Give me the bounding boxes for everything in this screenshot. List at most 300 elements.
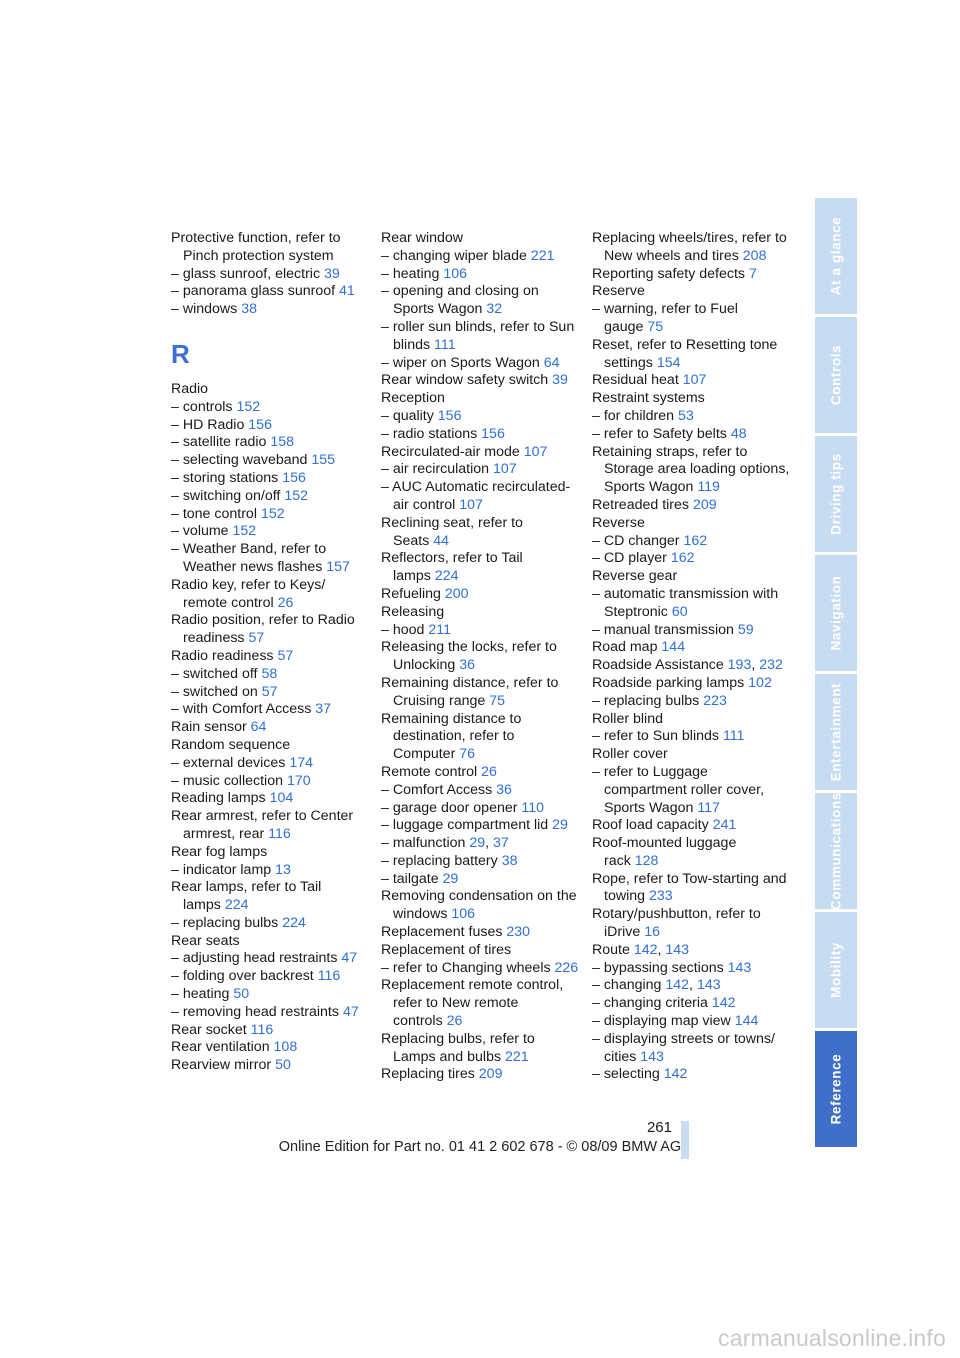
page-reference-link[interactable]: 37 — [315, 701, 332, 718]
page-reference-link[interactable]: 57 — [277, 647, 294, 664]
index-entry — [381, 853, 581, 871]
page-reference-link[interactable]: 221 — [530, 247, 555, 264]
index-entry — [171, 648, 371, 666]
index-entry — [592, 817, 792, 835]
index-entry-text: – Comfort Access — [381, 781, 493, 798]
watermark: carmanualsonline.info — [718, 1325, 946, 1351]
index-entry-text: – switched off — [171, 665, 258, 682]
page-reference-link[interactable]: 157 — [326, 558, 350, 575]
index-entry — [381, 248, 581, 266]
page-reference-link[interactable]: 142 — [663, 1066, 688, 1083]
index-entry — [381, 764, 581, 782]
page-reference-link[interactable]: 75 — [647, 318, 664, 335]
index-entry — [381, 479, 581, 515]
page-reference-link[interactable]: 38 — [241, 301, 257, 318]
index-entry-text: – refer to Luggage compartment roller cover, Sports Wagon — [592, 763, 765, 816]
index-entry — [171, 986, 371, 1004]
index-entry-text: Rear socket — [171, 1021, 247, 1038]
index-entry-text: – heating — [171, 986, 230, 1003]
index-entry — [171, 915, 371, 933]
page-reference-link[interactable]: 106 — [451, 906, 476, 923]
index-entry-text: – warning, refer to Fuel gauge — [592, 301, 738, 335]
index-entry-text: Rear seats — [171, 932, 240, 949]
page-reference-link[interactable]: 232 — [759, 657, 783, 674]
index-entry — [171, 790, 371, 808]
page-reference-link[interactable]: 111 — [722, 728, 745, 745]
index-entry — [171, 434, 371, 452]
index-entry — [381, 444, 581, 462]
page-reference-link[interactable]: 76 — [459, 746, 476, 763]
page-reference-link[interactable]: 152 — [236, 398, 261, 415]
index-entry — [171, 301, 371, 319]
index-entry-text: Restraint systems — [592, 390, 705, 407]
page-reference-link[interactable]: 50 — [233, 986, 250, 1003]
page-reference-link[interactable]: 64 — [250, 719, 267, 736]
index-letter-heading: R — [171, 338, 190, 369]
page-reference-link[interactable]: 111 — [434, 336, 456, 353]
chapter-tabs — [815, 198, 857, 1150]
index-entry — [171, 1039, 371, 1057]
page-reference-link[interactable]: 162 — [670, 550, 695, 567]
page-reference-link[interactable]: 104 — [269, 790, 294, 807]
index-entry-text: Reception — [381, 390, 445, 407]
page-reference-link[interactable]: 13 — [275, 861, 291, 878]
page-reference-link[interactable]: 144 — [734, 1013, 759, 1030]
page-reference-link[interactable]: 154 — [656, 354, 681, 371]
page-reference-link[interactable]: 119 — [697, 479, 720, 496]
index-entry — [592, 622, 792, 640]
index-entry — [171, 933, 371, 951]
index-entry-text: – hood — [381, 621, 425, 638]
page-reference-link[interactable]: 116 — [250, 1021, 274, 1038]
index-entry — [381, 888, 581, 924]
index-entry — [171, 968, 371, 986]
index-entry — [171, 266, 371, 284]
index-entry — [171, 399, 371, 417]
index-entry-text: – tailgate — [381, 870, 439, 887]
index-entry — [381, 461, 581, 479]
index-entry — [592, 266, 792, 284]
index-entry-text: Replacing tires — [381, 1066, 475, 1083]
index-entry — [592, 444, 792, 497]
index-entry-text: Radio readiness — [171, 647, 274, 664]
index-entry — [171, 879, 371, 915]
chapter-tab-driving-tips[interactable] — [815, 436, 857, 555]
index-entry — [592, 728, 792, 746]
page-reference-link[interactable]: 116 — [268, 825, 291, 842]
page-reference-link[interactable]: 59 — [737, 621, 754, 638]
index-entry-text: Reserve — [592, 283, 645, 300]
index-entry-text: Reading lamps — [171, 790, 266, 807]
index-entry-text: Radio position, refer to Radio readiness — [171, 612, 355, 647]
index-entry-text: – CD player — [592, 550, 667, 567]
page-reference-link[interactable]: 32 — [486, 301, 503, 318]
chapter-tab-mobility[interactable] — [815, 912, 857, 1031]
index-entry-text: – manual transmission — [592, 621, 734, 638]
page-reference-link[interactable]: 143 — [640, 1048, 664, 1065]
index-entry-text: – bypassing sections — [592, 959, 724, 976]
index-entry — [171, 1022, 371, 1040]
page-reference-link[interactable]: 50 — [275, 1057, 291, 1074]
index-entry — [381, 283, 581, 319]
index-entry-text: – for children — [592, 407, 675, 424]
index-entry-text: – luggage compartment lid — [381, 817, 549, 834]
page-reference-link[interactable]: 29 — [552, 817, 568, 834]
index-entry — [171, 417, 371, 435]
index-entry-text: Replacement fuses — [381, 924, 503, 941]
page-reference-link[interactable]: 44 — [433, 532, 450, 549]
page-reference-link[interactable]: 200 — [444, 585, 469, 602]
index-entry-text: – quality — [381, 407, 434, 424]
page-reference-link[interactable]: 142 — [665, 977, 690, 994]
index-entry — [592, 639, 792, 657]
index-entry — [592, 1013, 792, 1031]
page-reference-link[interactable]: 107 — [459, 496, 483, 513]
index-entry: Roadside Assistance 193, 232 — [592, 657, 783, 674]
index-entry-text: Retreaded tires — [592, 496, 689, 513]
index-entry-text: Refueling — [381, 585, 441, 602]
page-reference-link[interactable]: 102 — [748, 674, 772, 691]
index-entry — [592, 497, 792, 515]
index-entry-text: – satellite radio — [171, 434, 267, 451]
index-entry — [381, 604, 581, 622]
index-entry — [381, 266, 581, 284]
index-entry — [381, 586, 581, 604]
chapter-tab-navigation[interactable] — [815, 555, 857, 674]
index-entry-text: – heating — [381, 265, 440, 282]
index-entry-text: – Weather Band, refer to Weather news flashes — [171, 541, 327, 575]
index-entry-text: – changing — [592, 977, 662, 994]
chapter-tab-label: Communications — [828, 792, 844, 910]
page-reference-link[interactable]: 156 — [282, 469, 306, 486]
index-column-3 — [592, 230, 792, 1084]
page-reference-link[interactable]: 144 — [661, 639, 686, 656]
index-entry-text: – opening and closing on Sports Wagon — [381, 283, 539, 318]
page-reference-link[interactable]: 241 — [712, 817, 737, 834]
index-entry — [171, 862, 371, 880]
page-reference-link[interactable]: 116 — [317, 968, 341, 985]
index-entry-text: – glass sunroof, electric — [171, 265, 321, 282]
page-reference-link[interactable]: 29 — [469, 835, 486, 852]
index-entry-text: – with Comfort Access — [171, 701, 312, 718]
index-entry-text: – air recirculation — [381, 461, 490, 478]
page-reference-link[interactable]: 156 — [437, 407, 462, 424]
index-entry — [171, 950, 371, 968]
page-reference-link[interactable]: 211 — [428, 621, 451, 638]
index-entry: – malfunction 29, 37 — [381, 835, 509, 852]
chapter-tab-label: Mobility — [828, 942, 844, 998]
page-reference-link[interactable]: 233 — [648, 888, 673, 905]
index-entry-text: – wiper on Sports Wagon — [381, 354, 540, 371]
page-reference-link[interactable]: 174 — [289, 754, 313, 771]
index-entry-text: – malfunction — [381, 835, 466, 852]
page-reference-link[interactable]: 107 — [523, 443, 548, 460]
index-entry-text: Rear ventilation — [171, 1039, 270, 1056]
page-reference-link[interactable]: 170 — [286, 772, 311, 789]
index-entry-text: – storing stations — [171, 469, 279, 486]
index-entry-text: – replacing bulbs — [592, 692, 700, 709]
index-entry-text: – switching on/off — [171, 487, 281, 504]
index-entry: – changing 142, 143 — [592, 977, 721, 994]
page-reference-link[interactable]: 107 — [492, 461, 517, 478]
index-entry — [381, 408, 581, 426]
index-entry — [592, 711, 792, 729]
index-entry — [381, 800, 581, 818]
index-entry-text: Roller blind — [592, 710, 663, 727]
index-entry — [171, 1004, 371, 1022]
index-entry — [381, 355, 581, 373]
chapter-tab-entertainment[interactable] — [815, 674, 857, 793]
index-entry — [381, 622, 581, 640]
page-reference-link[interactable]: 223 — [703, 692, 727, 709]
index-entry — [381, 372, 581, 390]
index-entry — [381, 1031, 581, 1067]
index-entry — [171, 1057, 371, 1075]
index-entry — [171, 470, 371, 488]
index-entry — [171, 523, 371, 541]
index-entry — [171, 808, 371, 844]
index-entry-text: Replacing wheels/tires, refer to New wheels and tires — [592, 230, 787, 264]
page-reference-link[interactable]: 224 — [224, 897, 249, 914]
index-entry — [171, 701, 371, 719]
page-reference-link[interactable]: 230 — [506, 924, 531, 941]
index-entry — [171, 283, 371, 301]
index-entry-text: Remaining distance to destination, refer to Computer — [381, 710, 522, 763]
page-reference-link[interactable]: 152 — [284, 487, 308, 504]
index-entry-text: – controls — [171, 398, 233, 415]
page-reference-link[interactable]: 224 — [282, 914, 306, 931]
index-entry — [171, 381, 371, 399]
index-entry — [171, 755, 371, 773]
index-entry — [381, 675, 581, 711]
index-entry-text: Roadside parking lamps — [592, 674, 745, 691]
index-entry — [381, 782, 581, 800]
chapter-tab-at-a-glance[interactable] — [815, 198, 857, 317]
index-entry-text: Retaining straps, refer to Storage area loading options, Sports Wagon — [592, 443, 790, 496]
page-reference-link[interactable]: 36 — [459, 657, 476, 674]
page-reference-link[interactable]: 143 — [665, 941, 690, 958]
page-reference-link[interactable]: 108 — [273, 1039, 298, 1056]
index-entry-text: – indicator lamp — [171, 861, 272, 878]
index-entry — [592, 337, 792, 373]
page-reference-link[interactable]: 143 — [696, 977, 721, 994]
index-entry — [592, 995, 792, 1013]
page-reference-link[interactable]: 156 — [248, 416, 272, 433]
page-reference-link[interactable]: 16 — [644, 924, 660, 941]
chapter-tab-reference[interactable] — [815, 1031, 857, 1150]
index-entry — [381, 960, 581, 978]
page-reference-link[interactable]: 36 — [496, 781, 512, 798]
index-entry-text: – displaying streets or towns/ cities — [592, 1030, 775, 1065]
index-entry-text: – radio stations — [381, 425, 478, 442]
page-reference-link[interactable]: 152 — [260, 505, 285, 522]
index-entry-text: – CD changer — [592, 532, 680, 549]
index-entry-text: – refer to Sun blinds — [592, 728, 719, 745]
chapter-tab-label: Entertainment — [828, 682, 844, 782]
index-entry-text: – selecting — [592, 1066, 660, 1083]
page-reference-link[interactable]: 57 — [261, 683, 278, 700]
page-reference-link[interactable]: 60 — [671, 603, 688, 620]
index-entry-text: Route — [592, 941, 630, 958]
page-reference-link[interactable]: 26 — [446, 1013, 463, 1030]
index-entry — [592, 550, 792, 568]
index-entry-text: Roof-mounted luggage rack — [592, 835, 737, 869]
page-reference-link[interactable]: 142 — [633, 941, 658, 958]
index-entry — [592, 960, 792, 978]
index-entry-text: – changing criteria — [592, 995, 708, 1012]
index-entry — [381, 426, 581, 444]
index-entry-text: Road map — [592, 639, 658, 656]
page-reference-link[interactable]: 41 — [339, 283, 355, 300]
index-entry — [592, 372, 792, 390]
chapter-tab-label: Navigation — [828, 575, 844, 651]
page-reference-link[interactable]: 38 — [501, 852, 518, 869]
index-entry — [171, 230, 371, 266]
index-entry-text: Rear window — [381, 230, 464, 246]
index-entry — [592, 283, 792, 301]
page-reference-link[interactable]: 47 — [342, 1003, 359, 1020]
index-entry — [171, 719, 371, 737]
index-column-1 — [171, 230, 371, 1075]
page-reference-link[interactable]: 158 — [270, 434, 295, 451]
index-entry — [171, 488, 371, 506]
index-entry — [592, 764, 792, 817]
page-reference-link[interactable]: 37 — [493, 835, 509, 852]
index-entry — [592, 533, 792, 551]
index-entry-text: Rope, refer to Tow-starting and towing — [592, 870, 787, 905]
page-reference-link[interactable]: 58 — [261, 665, 278, 682]
index-entry-text: – displaying map view — [592, 1013, 731, 1030]
index-entry-text: – volume — [171, 523, 229, 540]
page-reference-link[interactable]: 155 — [311, 452, 336, 469]
index-entry — [381, 550, 581, 586]
index-entry — [381, 390, 581, 408]
chapter-tab-communications[interactable] — [815, 793, 857, 912]
index-entry-text: – automatic transmission with Steptronic — [592, 585, 779, 620]
index-entry-text: – folding over backrest — [171, 968, 314, 985]
page-reference-link[interactable]: 39 — [324, 265, 340, 282]
page-reference-link[interactable]: 110 — [521, 799, 545, 816]
index-entry — [171, 452, 371, 470]
page-reference-link[interactable]: 48 — [730, 425, 747, 442]
index-entry — [381, 319, 581, 355]
index-entry — [381, 817, 581, 835]
index-entry-text: Reflectors, refer to Tail lamps — [381, 550, 523, 585]
index-entry-text: Releasing the locks, refer to Unlocking — [381, 639, 557, 674]
index-entry-text: Roller cover — [592, 746, 668, 763]
page-reference-link[interactable]: 106 — [443, 265, 468, 282]
index-entry-text: Rotary/pushbutton, refer to iDrive — [592, 906, 761, 941]
page-reference-link[interactable]: 29 — [442, 870, 459, 887]
index-entry-text: Remote control — [381, 763, 478, 780]
index-entry-text: – AUC Automatic recirculated-air control — [381, 479, 571, 513]
index-entry — [171, 666, 371, 684]
index-entry-text: Rear lamps, refer to Tail lamps — [171, 879, 322, 914]
index-entry-text: Replacement remote control, refer to New remote controls — [381, 977, 564, 1030]
page-reference-link[interactable]: 209 — [478, 1066, 503, 1083]
index-entry-text: Replacing bulbs, refer to Lamps and bulbs — [381, 1030, 535, 1065]
index-entry — [592, 871, 792, 907]
page-reference-link[interactable]: 143 — [727, 959, 752, 976]
index-entry-text: Rear window safety switch — [381, 372, 549, 389]
index-entry — [381, 924, 581, 942]
index-entry — [381, 639, 581, 675]
index-entry — [381, 711, 581, 764]
index-entry-text: Reverse gear — [592, 568, 678, 585]
page-reference-link[interactable]: 209 — [692, 496, 717, 513]
chapter-tab-label: Controls — [828, 344, 844, 406]
index-entry — [381, 977, 581, 1030]
page-reference-link[interactable]: 162 — [683, 532, 708, 549]
index-entry — [592, 390, 792, 408]
page-reference-link[interactable]: 152 — [232, 523, 257, 540]
page-reference-link[interactable]: 193 — [727, 657, 752, 674]
index-entry — [381, 515, 581, 551]
page-reference-link[interactable]: 7 — [748, 265, 757, 282]
page-reference-link[interactable]: 156 — [481, 425, 505, 442]
page-reference-link[interactable]: 39 — [552, 372, 568, 389]
index-entry — [592, 301, 792, 337]
page-reference-link[interactable]: 26 — [481, 763, 497, 780]
page-reference-link[interactable]: 53 — [677, 407, 694, 424]
chapter-tab-label: At a glance — [828, 216, 844, 296]
index-entry-text: Roadside Assistance — [592, 657, 724, 674]
index-entry: Route 142, 143 — [592, 941, 690, 958]
page-reference-link[interactable]: 57 — [248, 630, 265, 647]
index-entry — [592, 230, 792, 266]
index-entry — [171, 684, 371, 702]
index-entry-text: Protective function, refer to Pinch protection system — [171, 230, 341, 264]
page-reference-link[interactable]: 208 — [742, 247, 767, 264]
page-reference-link[interactable]: 226 — [554, 959, 579, 976]
page-reference-link[interactable]: 64 — [543, 354, 560, 371]
index-entry-text: – external devices — [171, 754, 286, 771]
index-entry-text: Rear fog lamps — [171, 843, 268, 860]
index-entry-text: Radio — [171, 380, 209, 397]
index-entry-text: – removing head restraints — [171, 1003, 339, 1020]
index-entry-text: – refer to Changing wheels — [381, 959, 551, 976]
index-entry-text: Random sequence — [171, 736, 291, 753]
page-reference-link[interactable]: 142 — [711, 995, 736, 1012]
index-entry-text: – selecting waveband — [171, 452, 308, 469]
page-reference-link[interactable]: 224 — [434, 568, 459, 585]
index-entry-text: Replacement of tires — [381, 941, 512, 958]
page-reference-link[interactable]: 75 — [489, 692, 506, 709]
page-reference-link[interactable]: 107 — [682, 372, 707, 389]
index-entry — [592, 1031, 792, 1067]
page-reference-link[interactable]: 117 — [697, 799, 720, 816]
chapter-tab-controls[interactable] — [815, 317, 857, 436]
index-entry-text: Removing condensation on the windows — [381, 888, 577, 923]
index-entry — [381, 871, 581, 889]
page-number: 261 — [646, 1119, 672, 1136]
page-reference-link[interactable]: 221 — [505, 1048, 529, 1065]
index-entry — [171, 577, 371, 613]
index-entry-text: Roof load capacity — [592, 817, 709, 834]
index-entry — [592, 408, 792, 426]
page-reference-link[interactable]: 47 — [341, 950, 358, 967]
index-entry-text: – garage door opener — [381, 799, 518, 816]
page-reference-link[interactable]: 26 — [277, 594, 294, 611]
index-entry — [171, 737, 371, 755]
index-entry-text: – replacing bulbs — [171, 914, 279, 931]
index-entry-text: Residual heat — [592, 372, 679, 389]
index-entry-text: – windows — [171, 301, 238, 318]
index-entry-text: – music collection — [171, 772, 283, 789]
page-reference-link[interactable]: 128 — [634, 852, 659, 869]
index-entry — [171, 773, 371, 791]
index-entry-text: – panorama glass sunroof — [171, 283, 336, 300]
